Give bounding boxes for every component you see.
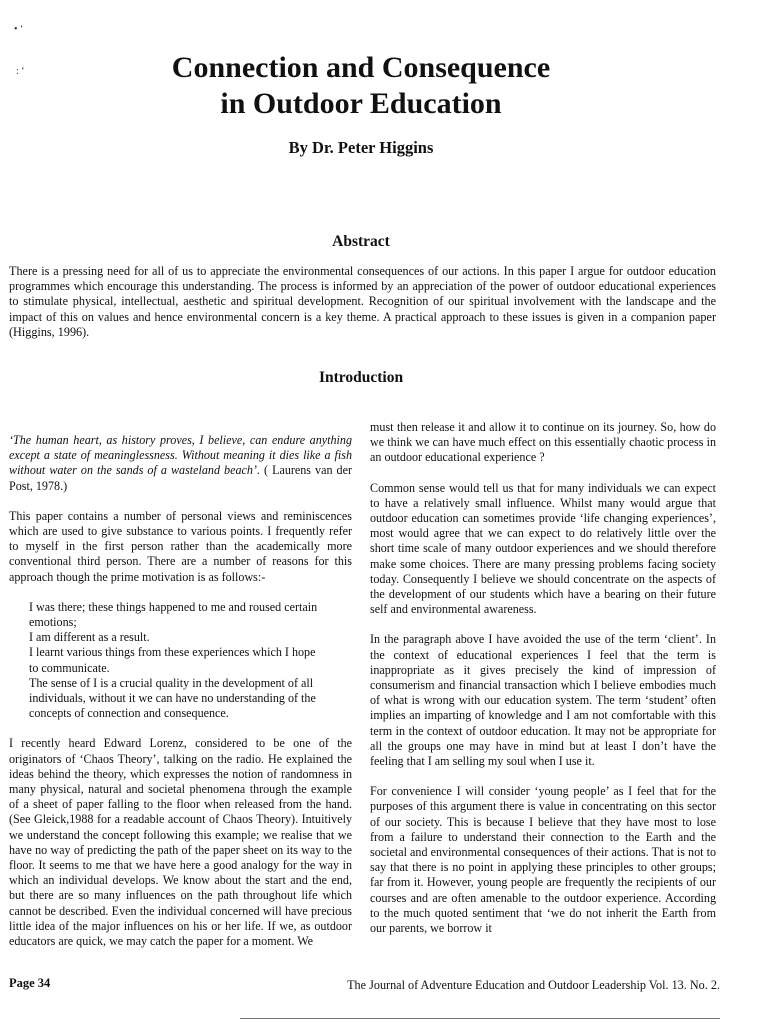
list-item: I learnt various things from these experiences which I hope to communicate. — [29, 645, 316, 675]
body-paragraph: Common sense would tell us that for many individuals we can expect to have a relatively small influence. Whilst many would argue that outdoor education can sometimes provide ‘life changing experiences’, most would agree that we can expect to do relatively little over the short time scale of many outdoor experiences and we should therefore make some choices. There are many pressing problems facing society today. Consequently I believe we should concentrate on the aspects of the development of our students which have a bearing on their future self and environmental awareness. — [370, 480, 716, 617]
scan-speck: • ‘ — [14, 24, 24, 35]
list-item: The sense of I is a crucial quality in the development of all individuals, without it we can have no understanding of the concepts of connection and consequence. — [29, 675, 316, 721]
right-column — [370, 420, 716, 936]
list-item: I was there; these things happened to me and roused certain emotions; — [29, 599, 318, 630]
epigraph-citation: ( Laurens van der Post, 1978.) — [9, 463, 352, 493]
epigraph-quote: ‘The human heart, as history proves, I believe, can endure anything except a state of meaninglessness. Without meaning it dies like a fish without water on the sands of a wasteland beach’. — [9, 433, 352, 478]
abstract-heading: Abstract — [332, 233, 390, 250]
body-paragraph: I recently heard Edward Lorenz, considered to be one of the originators of ‘Chaos Theory’, talking on the radio. He explained the ideas behind the theory, which expresses the notion of randomness in many physical, natural and societal phenomena through the example of a sheet of paper falling to the floor when released from the hand. (See Gleick,1988 for a readable account of Chaos Theory). Intuitively we understand the concept following this example; we realise that we have no way of predicting the path of the paper sheet on its way to the floor. It seems to me that we have here a good analogy for the way in which an individual develops. We know about the start and the end, but there are so many influences on the path throughout life which cannot be described. Even the individual concerned will have precious little idea of the major influences on his or her life. If we, as outdoor educators are quick, we may catch the paper for a moment. We — [9, 736, 352, 949]
page-number: Page 34 — [9, 976, 51, 990]
introduction-heading: Introduction — [318, 369, 404, 386]
left-column — [9, 433, 352, 949]
journal-footer: The Journal of Adventure Education and Outdoor Leadership Vol. 13. No. 2. — [347, 978, 720, 992]
document-title — [0, 50, 722, 122]
title-line-1: Connection and Consequence — [171, 51, 551, 84]
body-paragraph: In the paragraph above I have avoided the use of the term ‘client’. In the context of educational experiences I feel that the term is inappropriate as it gives precisely the kind of impression of consumerism and financial transaction which I believe embodies much of what is wrong with our education system. The term ‘student’ often implies an imparting of knowledge and I am not comfortable with this term in the context of outdoor education. It may not be appropriate for all the groups one may have in mind but at least I don’t have the feeling that I am selling my soul when I use it. — [370, 632, 716, 769]
footer-rule — [240, 1018, 720, 1019]
epigraph — [9, 433, 352, 494]
scan-speck: : ‘ — [16, 66, 25, 77]
list-item: I am different as a result. — [29, 630, 150, 645]
body-paragraph: For convenience I will consider ‘young people’ as I feel that for the purposes of this argument there is value in concentrating on this sector of our society. This is because I believe that they have most to lose from a failure to understand their connection to the Earth and the societal and environmental consequences of their actions. That is not to say that there is no point in applying these principles to other groups; far from it. However, young people are frequently the recipients of our courses and are often amenable to the outdoor experience. According to the much quoted sentiment that ‘we do not inherit the Earth from our parents, we borrow it — [370, 784, 716, 936]
body-paragraph: must then release it and allow it to continue on its journey. So, how do we think we can have much effect on this essentially chaotic process in an outdoor educational experience ? — [370, 420, 716, 465]
title-line-2: in Outdoor Education — [220, 87, 502, 120]
body-paragraph: This paper contains a number of personal views and reminiscences which are used to give substance to various points. I frequently refer to myself in the first person rather than the academically more conventional third person. There are a number of reasons for this approach though the prime motivation is as follows:- — [9, 508, 352, 584]
author-byline: By Dr. Peter Higgins — [288, 138, 434, 157]
motivation-list — [29, 600, 352, 722]
abstract-text: There is a pressing need for all of us to appreciate the environmental consequences of our actions. In this paper I argue for outdoor education programmes which encourage this understanding. The process is informed by an appreciation of the power of outdoor educational experiences to stimulate physical, intellectual, aesthetic and spiritual development. Recognition of our spiritual involvement with the landscape and the impact of this on values and hence environmental concern is a key theme. A practical approach to these issues is given in a companion paper (Higgins, 1996). — [9, 264, 716, 339]
